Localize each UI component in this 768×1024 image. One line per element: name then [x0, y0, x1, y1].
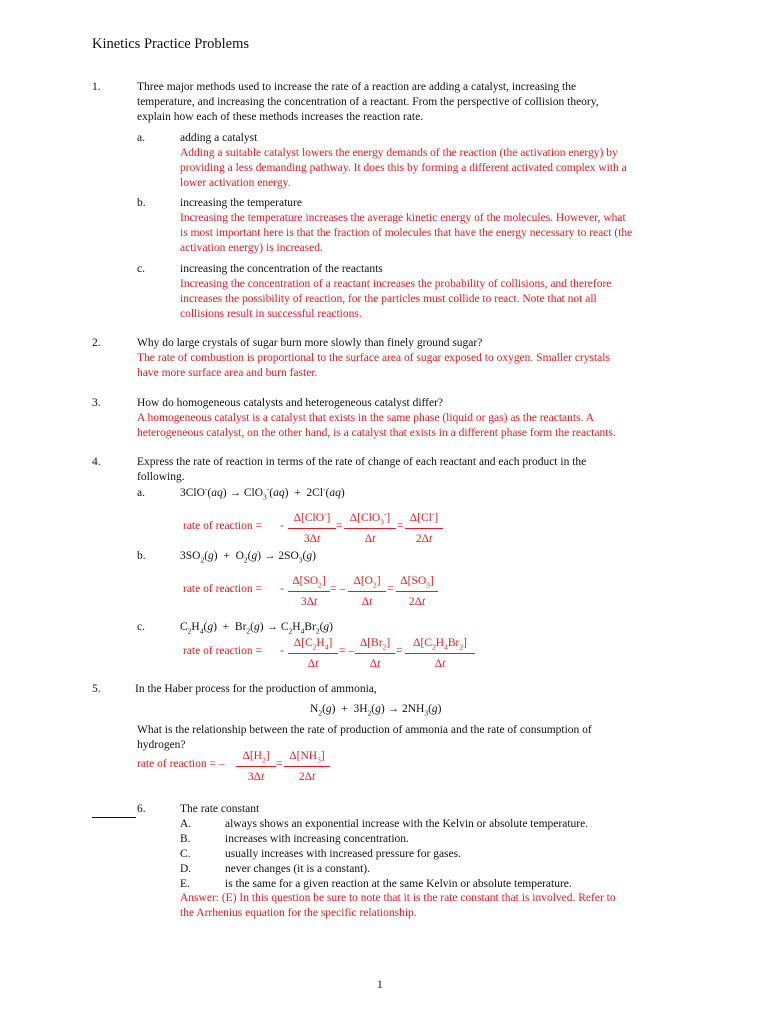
q6-option-a-letter: A. — [180, 818, 192, 830]
q1c-answer-line-2: increases the possibility of reaction, for the particles must collide to react. Note that not all — [180, 293, 597, 305]
q1-text-line-3: explain how each of these methods increases the reaction rate. — [137, 111, 424, 123]
q2-question: Why do large crystals of sugar burn more slowly than finely ground sugar? — [137, 337, 483, 349]
q4c-rate-label: rate of reaction = — [183, 645, 262, 657]
q4b-fraction-so2: $\Delta[SO_2]$ 3Δt — [288, 574, 330, 610]
q3-answer-line-1: A homogeneous catalyst is a catalyst that exists in the same phase (liquid or gas) as the reactants. A — [137, 412, 595, 424]
page-title: Kinetics Practice Problems — [92, 36, 250, 52]
q3-question: How do homogeneous catalysts and heterogeneous catalyst differ? — [137, 397, 444, 409]
q1-number: 1. — [92, 81, 101, 93]
q5-rate-label: rate of reaction = – — [137, 758, 225, 770]
q6-option-e-letter: E. — [180, 878, 190, 890]
q6-option-d-letter: D. — [180, 863, 192, 875]
q4a-equals-2: = — [397, 520, 404, 532]
q4-text-line-1: Express the rate of reaction in terms of the rate of change of each reactant and each product in the — [137, 456, 587, 468]
q3-number: 3. — [92, 397, 101, 409]
q6-option-d-text: never changes (it is a constant). — [225, 863, 370, 875]
q6-option-c-text: usually increases with increased pressure for gases. — [225, 848, 461, 860]
q1a-letter: a. — [137, 132, 145, 144]
q3-answer-line-2: heterogeneous catalyst, on the other hand, is a catalyst that exists in a different phase form the reactants. — [137, 427, 616, 439]
page-number: 1 — [377, 979, 383, 991]
q1b-answer-line-2: is most important here is that the fraction of molecules that have the energy necessary to react (the — [180, 227, 633, 239]
q4a-letter: a. — [137, 487, 145, 499]
q1-text-line-1: Three major methods used to increase the rate of a reaction are adding a catalyst, increasing the — [137, 81, 577, 93]
q5-fraction-nh3: $\Delta[NH_3]$ 2Δt — [284, 749, 330, 785]
q4a-sign: - — [280, 520, 284, 532]
q4c-sign: - — [280, 645, 284, 657]
q4c-equals-2: = — [396, 645, 403, 657]
q4a-fraction-cl: Δ[Cl-] 2Δt — [405, 511, 443, 547]
q4b-fraction-o2: $\Delta[O_2]$ Δt — [348, 574, 386, 610]
q4c-fraction-c2h4br2: $\Delta[C_2H_4Br_2]$ Δt — [405, 636, 475, 672]
q1c-label: increasing the concentration of the reactants — [180, 263, 383, 275]
q6-option-b-letter: B. — [180, 833, 191, 845]
q5-question-line-2: hydrogen? — [137, 739, 186, 751]
q4c-fraction-br2: $\Delta[Br_2]$ Δt — [355, 636, 395, 672]
q4c-equals-1: = – — [339, 645, 355, 657]
q4-text-line-2: following. — [137, 471, 185, 483]
q5-equals: = — [276, 758, 283, 770]
q4b-equals-1: = – — [330, 583, 346, 595]
q4a-equation: 3ClO-(aq) → ClO$_3$-(aq) + 2Cl-(aq) — [180, 484, 345, 502]
q1b-answer-line-3: activation energy) is increased. — [180, 242, 323, 254]
q6-option-c-letter: C. — [180, 848, 191, 860]
q4b-fraction-so3: $\Delta[SO_3]$ 2Δt — [396, 574, 438, 610]
q2-number: 2. — [92, 337, 101, 349]
q1c-letter: c. — [137, 263, 145, 275]
q1c-answer-line-1: Increasing the concentration of a reactant increases the probability of collisions, and therefore — [180, 278, 612, 290]
q4a-fraction-clo3: Δ[ClO$_3$-] Δt — [344, 511, 396, 547]
q6-answer-line-2: the Arrhenius equation for the specific relationship. — [180, 907, 417, 919]
q4b-sign: - — [280, 583, 284, 595]
q4a-rate-label: rate of reaction = — [183, 520, 262, 532]
q6-answer-blank[interactable] — [92, 802, 136, 818]
q6-stem: The rate constant — [180, 803, 260, 815]
q1b-letter: b. — [137, 197, 146, 209]
q6-answer-line-1: Answer: (E) In this question be sure to note that it is the rate constant that is involved. Refer to — [180, 892, 616, 904]
q4c-equation: $C_2H_4(g) + Br_2(g) \to C_2H_4Br_2(g)$ — [180, 621, 333, 636]
q6-option-b-text: increases with increasing concentration. — [225, 833, 409, 845]
q4b-rate-label: rate of reaction = — [183, 583, 262, 595]
q1b-answer-line-1: Increasing the temperature increases the average kinetic energy of the molecules. However, what — [180, 212, 626, 224]
q2-answer-line-2: have more surface area and burn faster. — [137, 367, 318, 379]
q1c-answer-line-3: collisions result in successful reactions. — [180, 308, 362, 320]
q6-option-a-text: always shows an exponential increase with the Kelvin or absolute temperature. — [225, 818, 589, 830]
q1-text-line-2: temperature, and increasing the concentration of a reactant. From the perspective of collision theory, — [137, 96, 599, 108]
q5-question-line-1: What is the relationship between the rate of production of ammonia and the rate of consumption of — [137, 724, 592, 736]
q6-option-e-text: is the same for a given reaction at the same Kelvin or absolute temperature. — [225, 878, 572, 890]
q2-answer-line-1: The rate of combustion is proportional to the surface area of sugar exposed to oxygen. Smaller crystals — [137, 352, 610, 364]
q1a-answer-line-2: providing a less demanding pathway. It does this by forming a different activated complex with a — [180, 162, 627, 174]
q4a-fraction-clo: Δ[ClO-] 3Δt — [288, 511, 336, 547]
q1b-label: increasing the temperature — [180, 197, 302, 209]
q1a-answer-line-1: Adding a suitable catalyst lowers the energy demands of the reaction (the activation energy) by — [180, 147, 618, 159]
q4b-equation: $3SO_2(g) + O_2(g) \to 2SO_3(g)$ — [180, 550, 316, 565]
q1a-label: adding a catalyst — [180, 132, 258, 144]
q4c-letter: c. — [137, 621, 145, 633]
q1a-answer-line-3: lower activation energy. — [180, 177, 291, 189]
q5-number: 5. — [92, 683, 101, 695]
q6-number: 6. — [137, 803, 146, 815]
q4b-letter: b. — [137, 550, 146, 562]
q5-fraction-h2: $\Delta[H_2]$ 3Δt — [236, 749, 276, 785]
q4-number: 4. — [92, 456, 101, 468]
q5-intro: In the Haber process for the production of ammonia, — [135, 683, 377, 695]
q4b-equals-2: = — [387, 583, 394, 595]
q4c-fraction-c2h4: $\Delta[C_2H_4]$ Δt — [288, 636, 338, 672]
q5-equation: $N_2(g) + 3H_2(g) \to 2NH_3(g)$ — [310, 703, 442, 718]
q4a-equals-1: = — [336, 520, 343, 532]
